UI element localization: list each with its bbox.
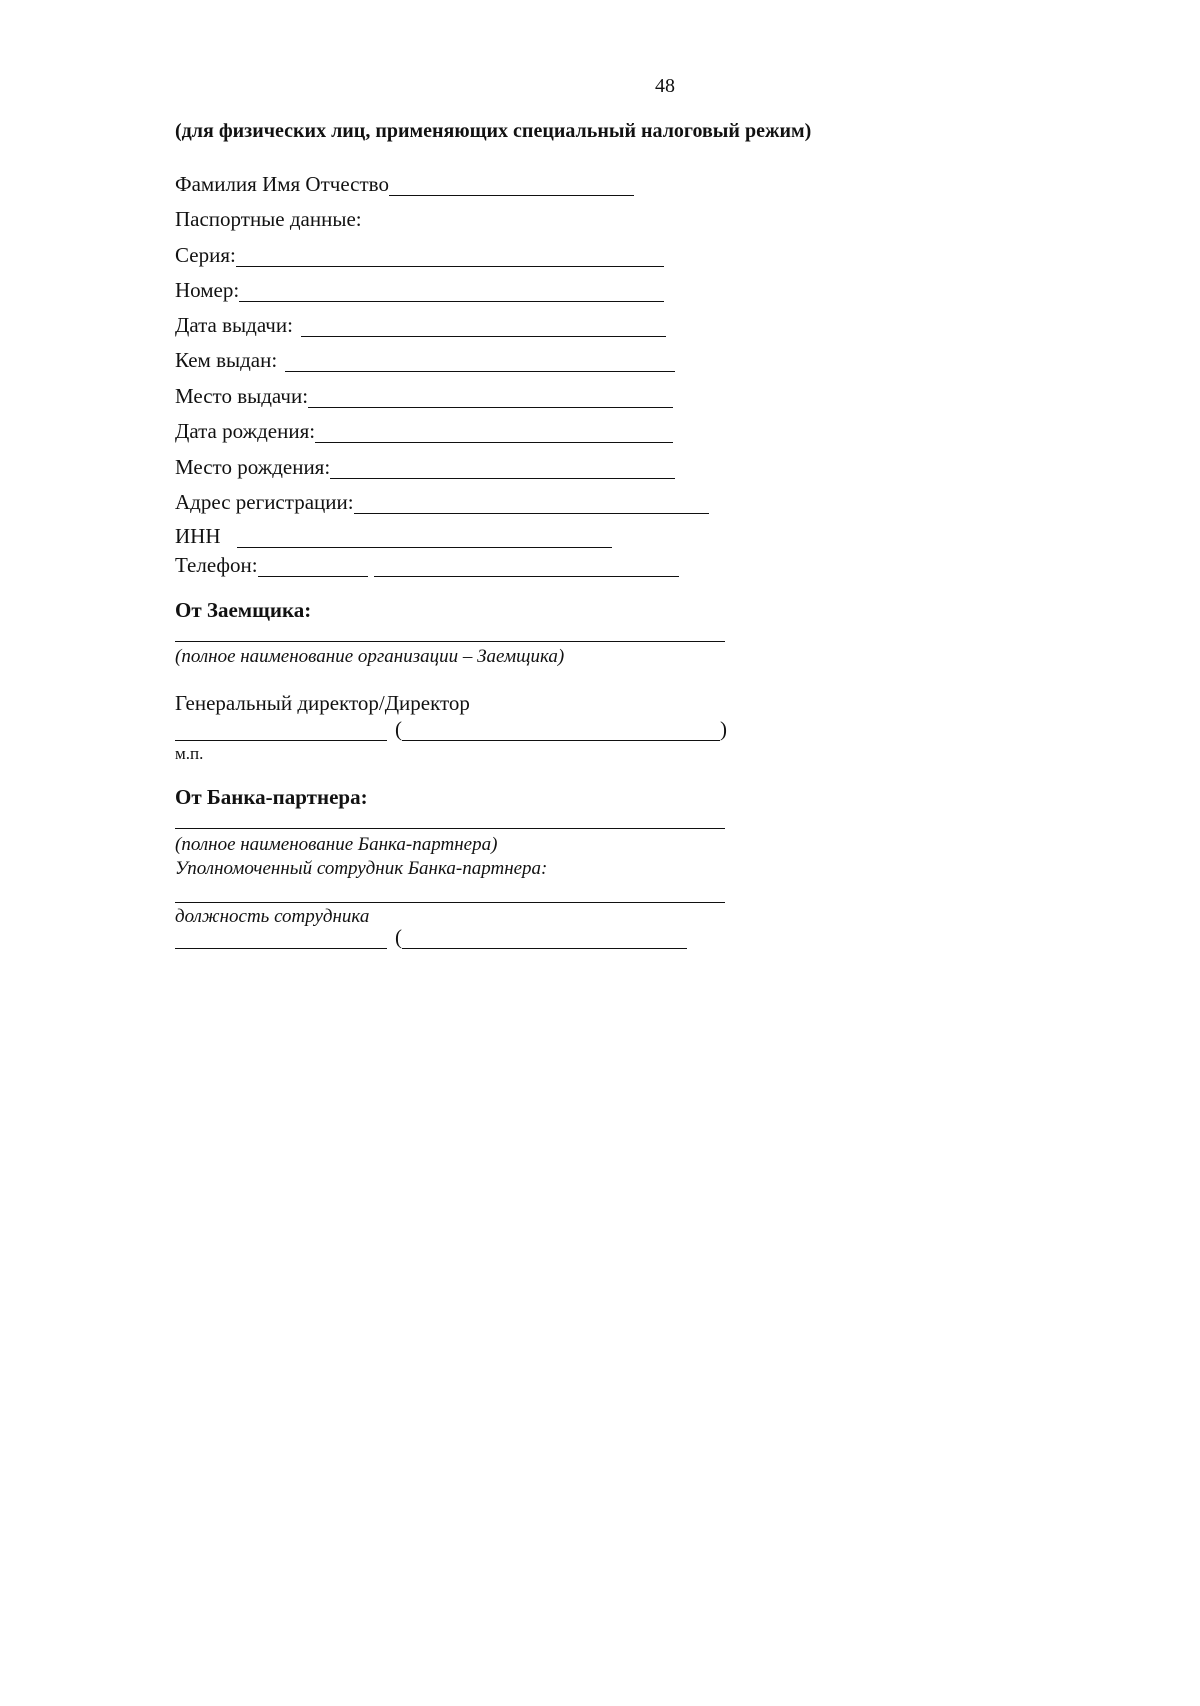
full-name-label: Фамилия Имя Отчество <box>175 172 389 196</box>
seal-label: м.п. <box>175 744 204 763</box>
director-label: Генеральный директор/Директор <box>175 691 470 715</box>
issue-place-row <box>175 384 673 408</box>
passport-row <box>175 207 362 231</box>
director-close-paren: ) <box>720 717 727 741</box>
director-signature-line[interactable] <box>175 721 387 741</box>
full-name-row <box>175 172 634 196</box>
birth-date-label: Дата рождения: <box>175 419 316 443</box>
bank-position-line[interactable] <box>175 902 725 903</box>
birth-date-row <box>175 419 673 443</box>
bank-name-line[interactable] <box>175 828 725 829</box>
series-row <box>175 243 664 267</box>
issue-place-field[interactable] <box>308 388 673 408</box>
birth-place-row <box>175 455 675 479</box>
issue-date-field[interactable] <box>301 317 666 337</box>
series-label: Серия: <box>175 243 236 267</box>
issued-by-label: Кем выдан: <box>175 348 278 372</box>
page-number: 48 <box>655 75 675 97</box>
bank-signature-line[interactable] <box>175 929 387 949</box>
birth-place-label: Место рождения: <box>175 455 331 479</box>
bank-open-paren: ( <box>395 925 402 949</box>
inn-row <box>175 524 612 548</box>
bank-employee-name-line[interactable] <box>402 929 687 949</box>
director-name-line[interactable] <box>402 721 720 741</box>
borrower-title: От Заемщика: <box>175 598 312 622</box>
birth-place-field[interactable] <box>330 459 675 479</box>
issue-place-label: Место выдачи: <box>175 384 309 408</box>
borrower-org-line[interactable] <box>175 641 725 642</box>
inn-field[interactable] <box>237 528 612 548</box>
phone-number-field[interactable] <box>374 557 679 577</box>
phone-code-field[interactable] <box>258 557 368 577</box>
issued-by-row <box>175 348 675 372</box>
reg-address-label: Адрес регистрации: <box>175 490 354 514</box>
issue-date-label: Дата выдачи: <box>175 313 293 337</box>
bank-title: От Банка-партнера: <box>175 785 368 809</box>
number-field[interactable] <box>239 282 664 302</box>
bank-signature-row <box>175 925 687 949</box>
bank-name-caption: (полное наименование Банка-партнера) <box>175 834 498 855</box>
bank-authorized-label: Уполномоченный сотрудник Банка-партнера: <box>175 858 548 879</box>
director-open-paren: ( <box>395 717 402 741</box>
number-label: Номер: <box>175 278 240 302</box>
bank-position-caption: должность сотрудника <box>175 906 370 927</box>
phone-row <box>175 553 679 577</box>
issued-by-field[interactable] <box>285 352 675 372</box>
director-signature-row <box>175 717 727 741</box>
series-field[interactable] <box>236 247 664 267</box>
reg-address-row <box>175 490 709 514</box>
number-row <box>175 278 664 302</box>
form-heading: (для физических лиц, применяющих специальный налоговый режим) <box>175 120 812 142</box>
issue-date-row <box>175 313 666 337</box>
phone-label: Телефон: <box>175 553 258 577</box>
birth-date-field[interactable] <box>315 423 673 443</box>
inn-label: ИНН <box>175 524 221 548</box>
passport-label: Паспортные данные: <box>175 207 362 231</box>
reg-address-field[interactable] <box>354 494 709 514</box>
borrower-org-caption: (полное наименование организации – Заемщика) <box>175 646 565 667</box>
full-name-field[interactable] <box>389 176 634 196</box>
